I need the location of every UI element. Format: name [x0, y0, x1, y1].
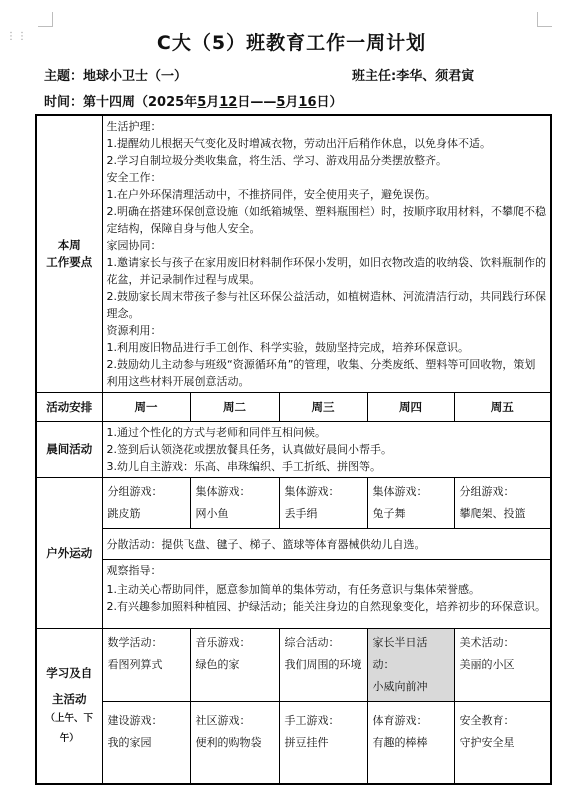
learning-activity-mon-1[interactable]: 数学活动： 看图列算式 — [102, 629, 190, 702]
time-month-start: 5 — [197, 95, 207, 110]
outdoor-scattered[interactable]: 分散活动：提供飞盘、毽子、梯子、篮球等体育器械供幼儿自选。 — [102, 529, 551, 560]
key-points-row — [36, 115, 551, 393]
learning-activity-mon-2[interactable]: 建设游戏： 我的家园 — [102, 702, 190, 785]
time-month-label: 月 — [206, 95, 220, 110]
key-point-line: 1.利用废旧物品进行手工创作、科学实验，鼓励坚持完成，培养环保意识。 — [106, 341, 469, 354]
key-point-line: 资源利用： — [106, 324, 162, 337]
outdoor-game-wed[interactable]: 集体游戏： 丢手绢 — [279, 478, 367, 529]
time-day-end: 16 — [298, 95, 317, 110]
day-header-tue: 周二 — [190, 393, 279, 422]
outdoor-label: 户外运动 — [36, 478, 102, 629]
key-point-line: 家园协同： — [106, 239, 162, 252]
learning-row-2 — [36, 702, 551, 785]
schedule-header-row — [36, 393, 551, 422]
time-prefix: 时间：第十四周（2025年 — [44, 95, 198, 110]
key-point-line: 2.学习自制垃圾分类收集盒，将生活、学习、游戏用品分类摆放整齐。 — [106, 154, 447, 167]
outdoor-scattered-row — [36, 529, 551, 560]
time-line — [44, 91, 343, 110]
learning-activity-fri-2[interactable]: 安全教育： 守护安全星 — [454, 702, 551, 785]
morning-line: 1.通过个性化的方式与老师和同伴互相问候。 — [106, 426, 326, 439]
guidance-line: 1.主动关心帮助同伴，愿意参加简单的集体劳动，有任务意识与集体荣誉感。 — [106, 583, 480, 596]
table-move-handle-icon[interactable]: ⋮⋮ — [6, 31, 28, 42]
outdoor-guidance-row — [36, 560, 551, 629]
learning-activity-tue-1[interactable]: 音乐游戏： 绿色的家 — [190, 629, 279, 702]
key-point-line: 2.鼓励家长周末带孩子参与社区环保公益活动，如植树造林、河流清洁行动，共同践行环保理念。 — [106, 290, 546, 320]
schedule-label: 活动安排 — [36, 393, 102, 422]
key-points-content[interactable] — [102, 115, 551, 393]
page-corner-mark-right — [537, 12, 552, 27]
key-point-line: 1.邀请家长与孩子在家用废旧材料制作环保小发明，如旧衣物改造的收纳袋、饮料瓶制作的花盆，并记录制作过程与成果。 — [106, 256, 546, 286]
morning-content[interactable] — [102, 422, 551, 478]
morning-line: 3.幼儿自主游戏：乐高、串珠编织、手工折纸、拼图等。 — [106, 460, 381, 473]
guidance-line: 2.有兴趣参加照料种植园、护绿活动；能关注身边的自然现象变化，培养初步的环保意识。 — [106, 600, 546, 613]
day-header-mon: 周一 — [102, 393, 190, 422]
outdoor-game-mon[interactable]: 分组游戏： 跳皮筋 — [102, 478, 190, 529]
time-month-label-2: 月 — [285, 95, 299, 110]
teacher-line: 班主任:李华、须君寅 — [352, 69, 475, 84]
guidance-title: 观察指导： — [106, 564, 162, 577]
time-suffix: 日） — [316, 95, 343, 110]
learning-activity-wed-2[interactable]: 手工游戏： 拼豆挂件 — [279, 702, 367, 785]
learning-activity-thu-1[interactable]: 家长半日活动： 小威向前冲 — [367, 629, 454, 702]
outdoor-game-tue[interactable]: 集体游戏： 网小鱼 — [190, 478, 279, 529]
key-point-line: 2.明确在搭建环保创意设施（如纸箱城堡、塑料瓶围栏）时，按顺序取用材料，不攀爬不稳定结构，保障自身与他人安全。 — [106, 205, 546, 235]
learning-activity-fri-1[interactable]: 美术活动： 美丽的小区 — [454, 629, 551, 702]
page-corner-mark-left — [38, 12, 53, 27]
key-point-line: 1.提醒幼儿根据天气变化及时增减衣物，劳动出汗后稍作休息，以免身体不适。 — [106, 137, 491, 150]
morning-row — [36, 422, 551, 478]
learning-activity-thu-2[interactable]: 体育游戏： 有趣的棒棒 — [367, 702, 454, 785]
key-point-line: 安全工作： — [106, 171, 162, 184]
topic-line: 主题：地球小卫士（一） — [44, 69, 188, 84]
learning-activity-wed-1[interactable]: 综合活动： 我们周围的环境 — [279, 629, 367, 702]
time-day-start: 12 — [219, 95, 238, 110]
outdoor-game-thu[interactable]: 集体游戏： 兔子舞 — [367, 478, 454, 529]
day-header-wed: 周三 — [279, 393, 367, 422]
time-month-end: 5 — [276, 95, 286, 110]
weekly-plan-table — [35, 114, 552, 785]
time-separator: 日—— — [237, 95, 277, 110]
morning-line: 2.签到后认领浇花或摆放餐具任务，认真做好晨间小帮手。 — [106, 443, 392, 456]
morning-label: 晨间活动 — [36, 422, 102, 478]
day-header-fri: 周五 — [454, 393, 551, 422]
day-header-thu: 周四 — [367, 393, 454, 422]
outdoor-game-fri[interactable]: 分组游戏： 攀爬架、投篮 — [454, 478, 551, 529]
learning-label: 学习及自 主活动 （上午、下午） — [36, 629, 102, 785]
page-title: C大（5）班教育工作一周计划 — [156, 32, 427, 54]
key-point-line: 生活护理： — [106, 120, 162, 133]
learning-row-1 — [36, 629, 551, 702]
key-point-line: 2.鼓励幼儿主动参与班级“资源循环角”的管理，收集、分类废纸、塑料等可回收物，策划利用这些材料开展创意活动。 — [106, 358, 536, 388]
key-point-line: 1.在户外环保清理活动中，不推挤同伴，安全使用夹子，避免误伤。 — [106, 188, 436, 201]
outdoor-games-row — [36, 478, 551, 529]
key-points-label: 本周 工作要点 — [36, 115, 102, 393]
learning-activity-tue-2[interactable]: 社区游戏： 便利的购物袋 — [190, 702, 279, 785]
outdoor-guidance[interactable] — [102, 560, 551, 629]
